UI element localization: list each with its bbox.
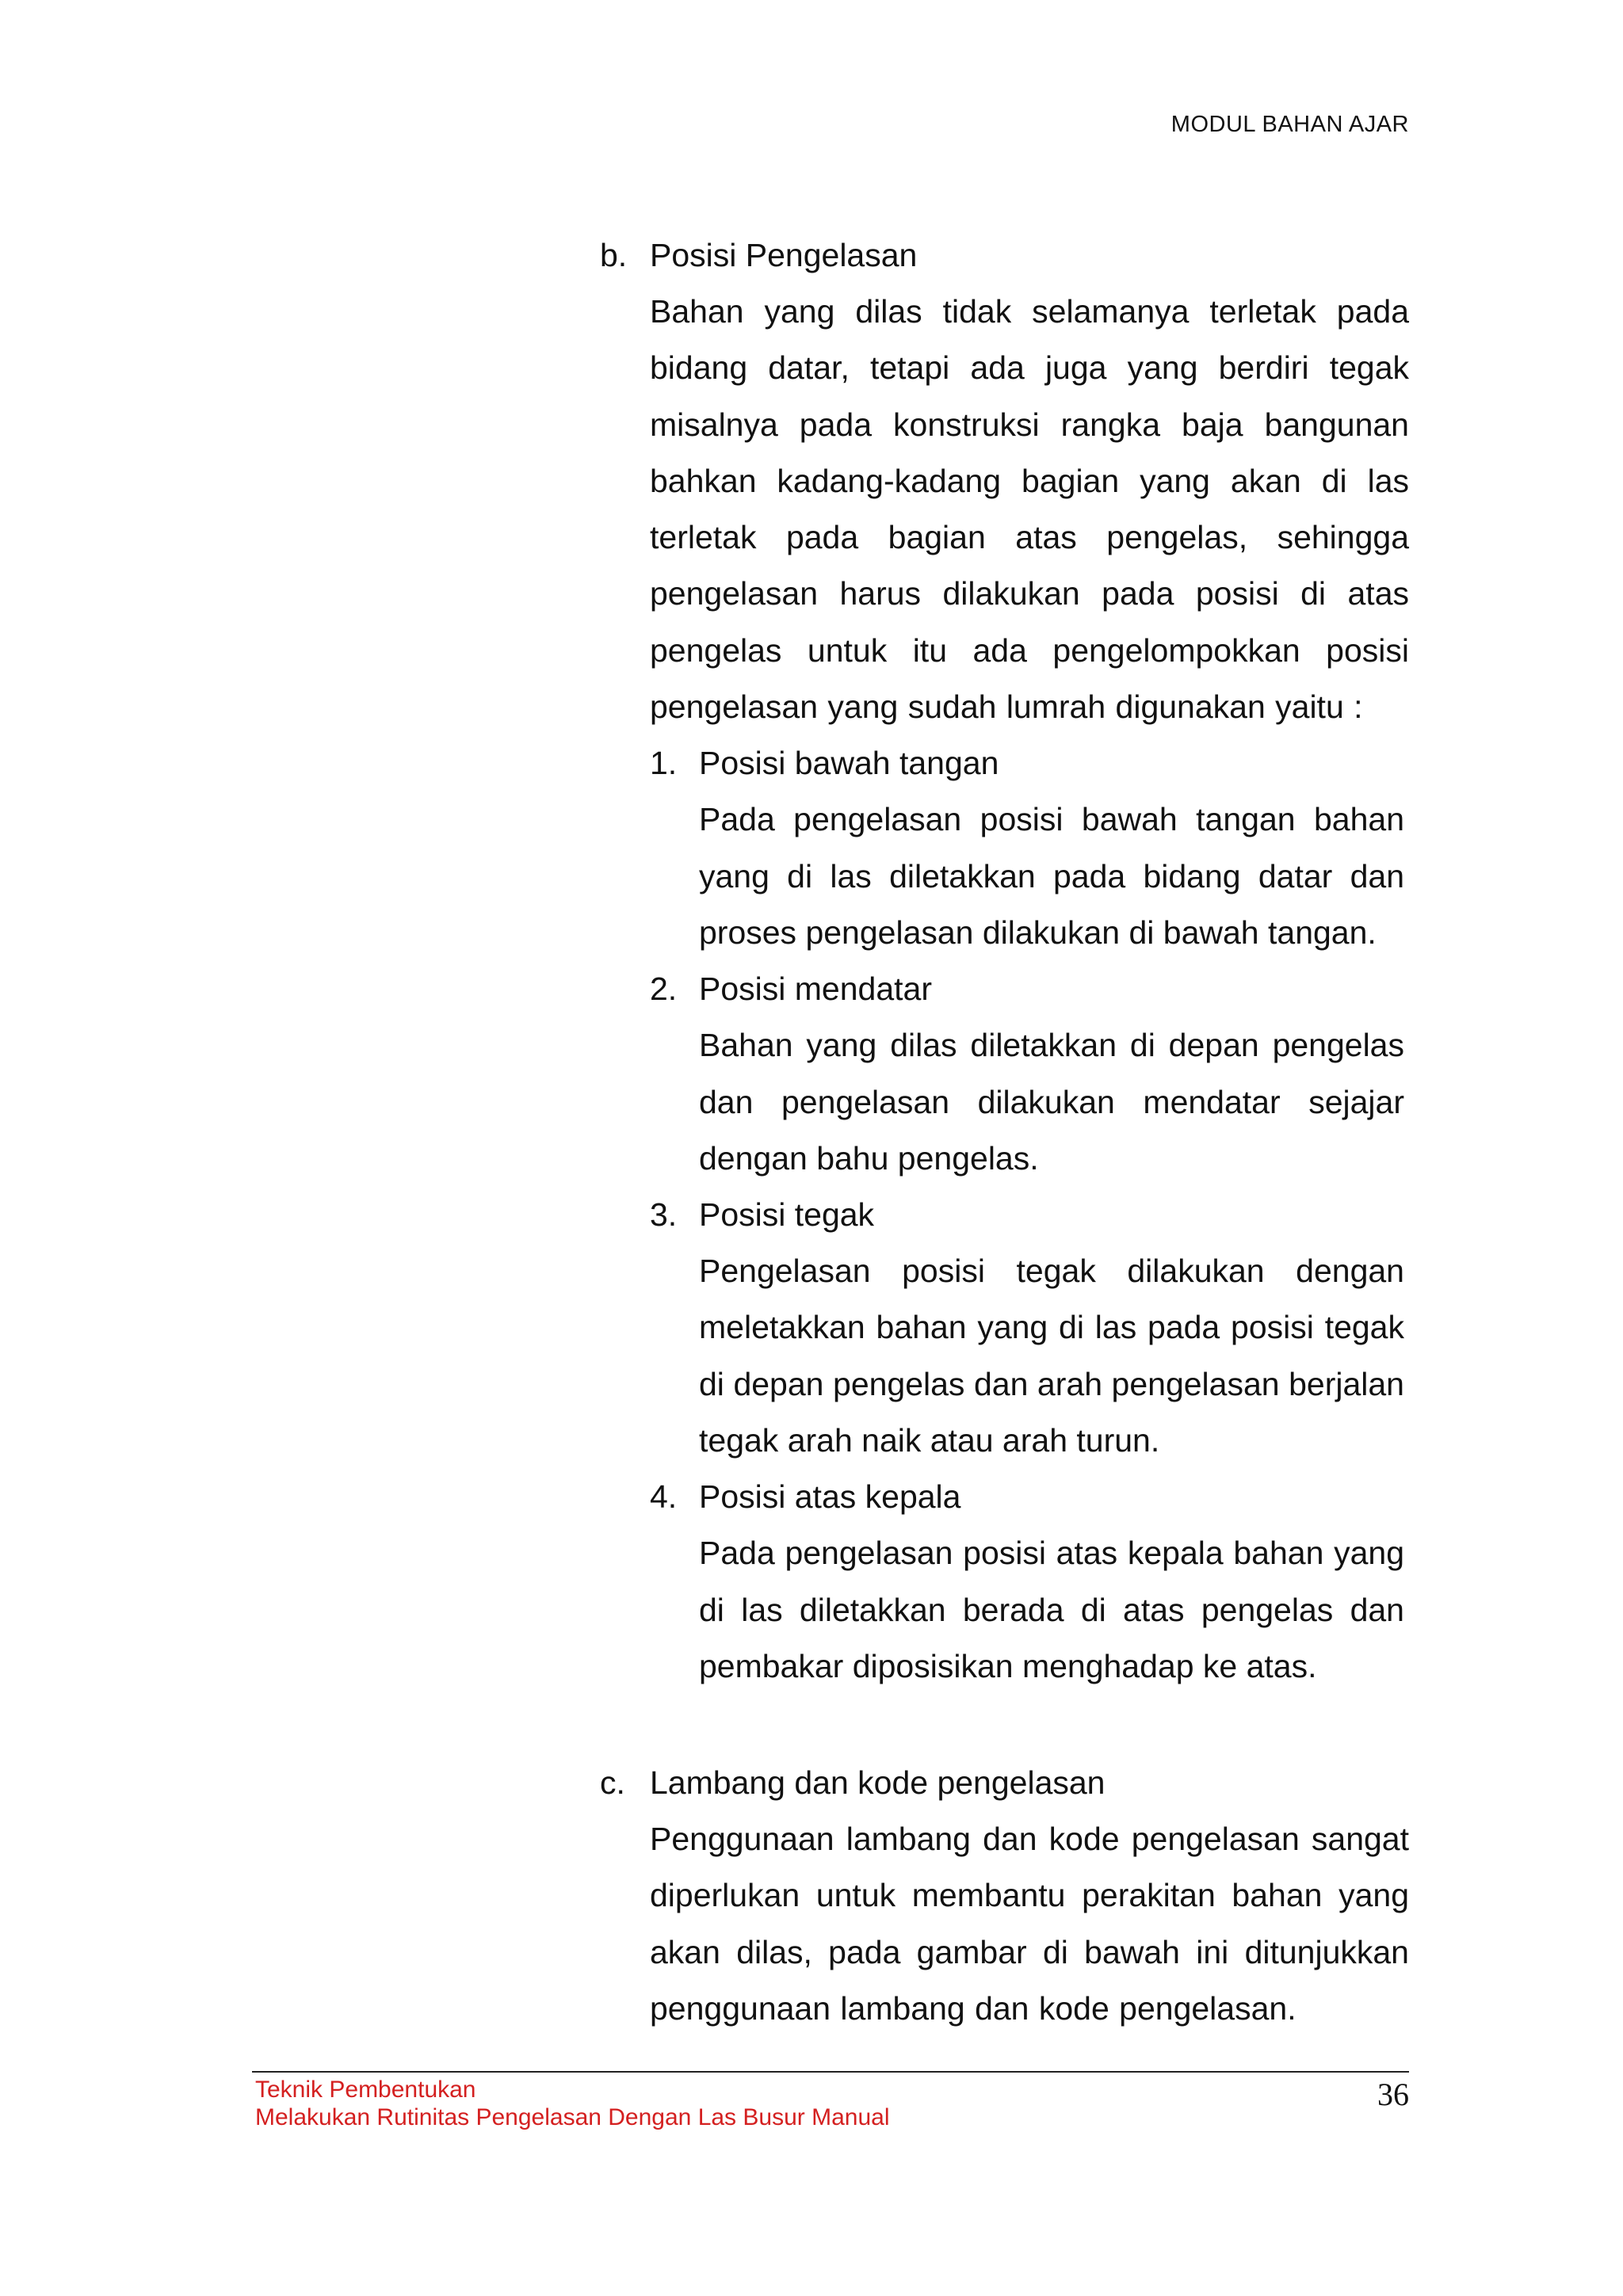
list-item-title: Posisi bawah tangan	[699, 745, 999, 782]
list-item-heading	[650, 961, 1409, 1017]
page-header: MODUL BAHAN AJAR	[1170, 112, 1409, 137]
section-heading	[600, 227, 1409, 284]
list-item-heading	[650, 1469, 1409, 1525]
list-item	[650, 1187, 1409, 1469]
page-number: 36	[1377, 2077, 1409, 2112]
list-item-body: Pada pengelasan posisi atas kepala bahan yang di las diletakkan berada di atas pengelas dan pembakar diposisikan menghadap ke atas.	[699, 1535, 1404, 1684]
list-item-heading	[650, 735, 1409, 791]
list-item	[650, 735, 1409, 961]
section-label: b.	[600, 237, 628, 273]
list-item-title: Posisi tegak	[699, 1196, 875, 1234]
list-item-heading	[650, 1187, 1409, 1243]
list-item-body: Pengelasan posisi tegak dilakukan dengan meletakkan bahan yang di las pada posisi tegak di depan pengelas dan arah pengelasan berjalan tegak arah naik atau arah turun.	[699, 1253, 1404, 1459]
section-title: Lambang dan kode pengelasan	[650, 1764, 1106, 1801]
section-intro-paragraph: Penggunaan lambang dan kode pengelasan sangat diperlukan untuk membantu perakitan bahan yang akan dilas, pada gambar di bawah ini ditunjukkan penggunaan lambang dan kode pengelasan.	[650, 1821, 1409, 2027]
position-list	[650, 735, 1409, 1695]
section-label: c.	[600, 1764, 625, 1801]
section-lambang-kode	[600, 1755, 1409, 2037]
list-item	[650, 1469, 1409, 1695]
footer-divider	[252, 2071, 1409, 2073]
list-item-body: Bahan yang dilas diletakkan di depan pengelas dan pengelasan dilakukan mendatar sejajar dengan bahu pengelas.	[699, 1027, 1404, 1177]
list-item-title: Posisi atas kepala	[699, 1478, 961, 1516]
list-item-number: 2.	[650, 971, 678, 1008]
list-item-title: Posisi mendatar	[699, 971, 932, 1008]
section-title: Posisi Pengelasan	[650, 237, 918, 273]
list-item	[650, 961, 1409, 1187]
footer-course-title: Teknik Pembentukan	[255, 2077, 476, 2103]
section-heading	[600, 1755, 1409, 1811]
list-item-number: 1.	[650, 745, 678, 782]
list-item-number: 4.	[650, 1478, 678, 1516]
footer-module-title: Melakukan Rutinitas Pengelasan Dengan Las Busur Manual	[255, 2104, 890, 2130]
section-intro-paragraph: Bahan yang dilas tidak selamanya terletak pada bidang datar, tetapi ada juga yang berdiri tegak misalnya pada konstruksi rangka baja bangunan bahkan kadang-kadang bagian yang akan di las terletak pada bagian atas pengelas, sehingga pengelasan harus dilakukan pada posisi di atas pengelas untuk itu ada pengelompokkan posisi pengelasan yang sudah lumrah digunakan yaitu :	[650, 293, 1409, 726]
section-posisi-pengelasan	[600, 227, 1409, 1695]
list-item-number: 3.	[650, 1196, 678, 1234]
list-item-body: Pada pengelasan posisi bawah tangan bahan yang di las diletakkan pada bidang datar dan proses pengelasan dilakukan di bawah tangan.	[699, 801, 1404, 951]
